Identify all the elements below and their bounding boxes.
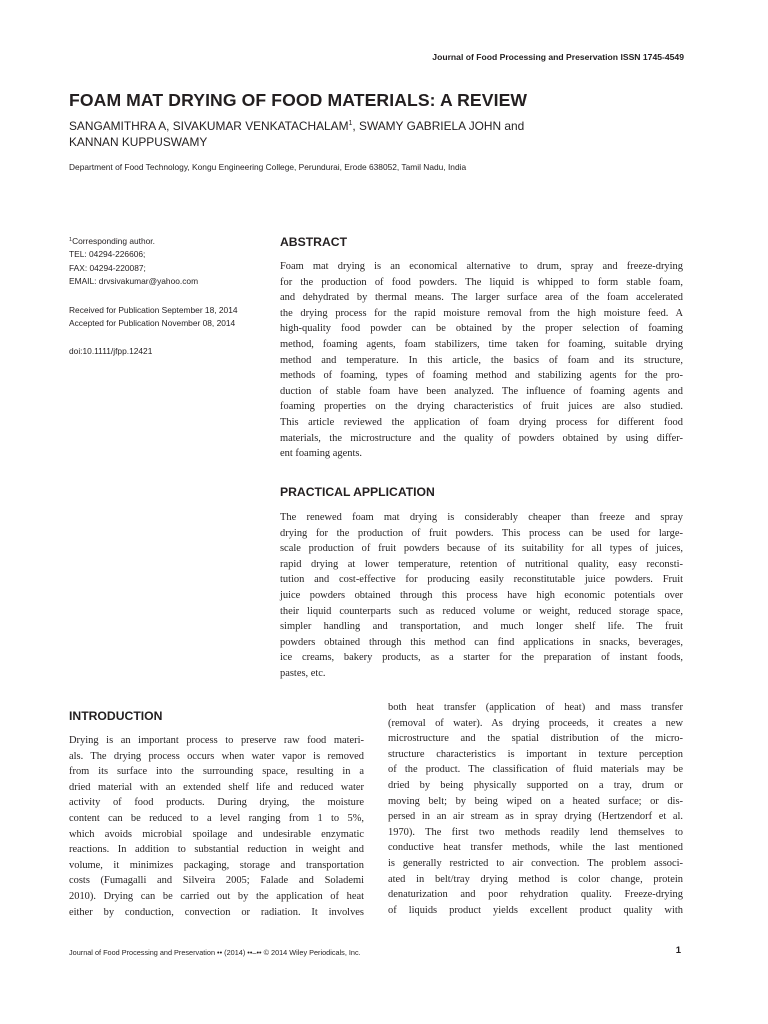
intro-line: of the product. The classification of fluid materials may be	[388, 764, 683, 776]
abstract-line: method, foaming agents, foam stabilizers, time taken for foaming, suitable drying	[280, 338, 683, 350]
abstract-line: foaming properties on the drying characteristics of fruit juices are also studied.	[280, 401, 683, 413]
abstract-line: duction of stable foam have been analyzed. The influence of foaming agents and	[280, 385, 683, 397]
journal-header: Journal of Food Processing and Preservation ISSN 1745-4549	[432, 52, 684, 62]
intro-line: structure characteristics is important in texture perception	[388, 748, 683, 760]
intro-line: volume, it minimizes packaging, storage and transportation	[69, 859, 364, 871]
practical-application-heading: PRACTICAL APPLICATION	[280, 485, 435, 499]
abstract-line: and dehydrated by thermal means. The larger surface area of the foam accelerated	[280, 292, 683, 304]
doi: doi:10.1111/jfpp.12421	[69, 346, 153, 356]
intro-line: either by conduction, convection or radiation. It involves	[69, 906, 364, 918]
intro-line: activity of food products. During drying, the moisture	[69, 797, 364, 809]
intro-line: 1970). The first two methods readily lend themselves to	[388, 826, 683, 838]
abstract-line: materials, the microstructure and the quality of powders obtained by using differ-	[280, 432, 683, 444]
accepted-date: Accepted for Publication November 08, 2014	[69, 318, 236, 329]
affiliation: Department of Food Technology, Kongu Engineering College, Perundurai, Erode 638052, Tamil Nadu, India	[69, 162, 467, 172]
practical-line: powders obtained through this method can find applications in snacks, beverages,	[280, 636, 683, 648]
email: EMAIL: drvsivakumar@yahoo.com	[69, 275, 199, 286]
abstract-line: method and temperature. In this article, the basics of foam and its structure,	[280, 354, 683, 366]
practical-line: juice powders obtained through this process have high economic potentials over	[280, 589, 683, 601]
intro-line: costs (Fumagalli and Silveira 2005; Falade and Solademi	[69, 875, 364, 887]
intro-line: als. The drying process occurs when water vapor is removed	[69, 750, 364, 762]
introduction-right-column	[388, 700, 683, 918]
abstract-line: methods of foaming, types of foaming method and stabilizing agents for the pro-	[280, 370, 683, 382]
abstract-line: for the production of food powders. The liquid is whipped to form stable foam,	[280, 276, 683, 288]
abstract-line: This article reviewed the application of foam drying process for different food	[280, 416, 683, 428]
practical-line: ice creams, bakery products, as a starter for the preparation of instant foods,	[280, 652, 683, 664]
author-list	[69, 118, 689, 150]
abstract-line: ent foaming agents.	[280, 448, 363, 460]
abstract-line: the drying process for the rapid moisture removal from the high moisture feed. A	[280, 307, 683, 319]
practical-application-body	[280, 510, 683, 682]
intro-line: both heat transfer (application of heat) and mass transfer	[388, 702, 683, 713]
authors-line-1: SANGAMITHRA A, SIVAKUMAR VENKATACHALAM$^1$, SWAMY GABRIELA JOHN and	[69, 119, 525, 133]
abstract-body	[280, 259, 683, 462]
intro-line: is generally restricted to air convection. The problem associ-	[388, 857, 683, 869]
corresponding-marker: 1	[348, 120, 353, 127]
practical-line: The renewed foam mat drying is considerably cheaper than freeze and spray	[280, 512, 683, 523]
practical-line: drying for the production of fruit powders. This process can be used for large-	[280, 527, 683, 539]
intro-line: 2010). Drying can be carried out by the application of heat	[69, 890, 364, 902]
intro-line: moving belt; by being wiped on a heated surface; or dis-	[388, 795, 683, 807]
intro-line: of liquids product yields excellent product quality with	[388, 904, 683, 916]
correspondence-block	[69, 235, 269, 288]
abstract-heading: ABSTRACT	[280, 235, 348, 249]
paper-title: FOAM MAT DRYING OF FOOD MATERIALS: A REVIEW	[69, 90, 528, 110]
intro-line: microstructure and the spatial distribution of the micro-	[388, 733, 683, 745]
intro-line: denaturization and poor rehydration quality. Freeze-drying	[388, 889, 683, 901]
practical-line: pastes, etc.	[280, 667, 326, 679]
intro-line: dried material with an extended shelf life and reduced water	[69, 781, 364, 793]
authors-line-2: KANNAN KUPPUSWAMY	[69, 135, 208, 149]
footer-citation: Journal of Food Processing and Preservation •• (2014) ••–•• © 2014 Wiley Periodicals, Inc.	[69, 948, 361, 957]
abstract-line: high-quality food powder can be obtained by the proper selection of foaming	[280, 323, 683, 335]
abstract-line: Foam mat drying is an economical alternative to drum, spray and freeze-drying	[280, 261, 683, 272]
intro-line: Drying is an important process to preserve raw food materi-	[69, 735, 364, 746]
practical-line: tution and cost-effective for producing easily reconstitutable juice powders. Fruit	[280, 574, 683, 586]
practical-line: rapid drying at lower temperature, retention of nutritional quality, easy reconsti-	[280, 558, 683, 570]
intro-line: dried by being physically supported on a tray, drum or	[388, 779, 683, 791]
intro-line: reactions. In addition to substantial reduction in weight and	[69, 844, 364, 856]
introduction-left-column	[69, 733, 364, 920]
telephone: TEL: 04294-226606;	[69, 249, 146, 260]
publication-dates	[69, 304, 269, 331]
practical-line: scale production of fruit powders because of its suitability for all types of juices,	[280, 543, 683, 555]
practical-line: simpler handling and transportation, and much longer shelf life. The fruit	[280, 621, 683, 633]
page-number: 1	[675, 945, 681, 956]
introduction-heading: INTRODUCTION	[69, 709, 163, 723]
received-date: Received for Publication September 18, 2014	[69, 305, 238, 315]
corresponding-author-label: $^1$Corresponding author.	[69, 236, 155, 246]
practical-line: their liquid counterparts such as reduced volume or weight, reduced storage space,	[280, 605, 683, 617]
intro-line: ated in belt/tray drying method is color change, protein	[388, 873, 683, 885]
intro-line: which avoids microbial spoilage and undesirable enzymatic	[69, 828, 364, 840]
intro-line: persed in an air stream as in spray drying (Hertzendorf et al.	[388, 811, 683, 823]
intro-line: (removal of water). As drying proceeds, it creates a new	[388, 717, 683, 729]
intro-line: content can be reduced to a level ranging from 1 to 5%,	[69, 812, 364, 824]
intro-line: from its surface into the surrounding space, resulting in a	[69, 766, 364, 778]
intro-line: conductive heat transfer methods, while the last mentioned	[388, 842, 683, 854]
fax: FAX: 04294-220087;	[69, 262, 146, 273]
